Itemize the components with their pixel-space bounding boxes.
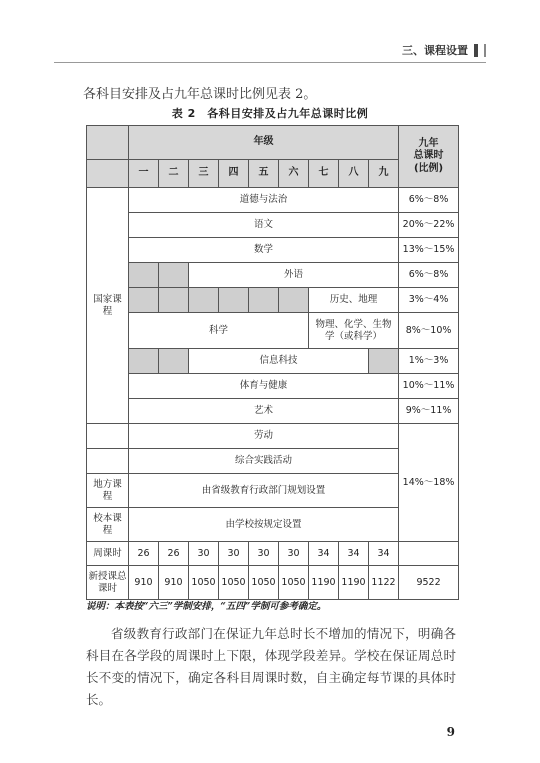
total-label <box>87 566 129 600</box>
subject-foreign: 外语 <box>189 263 399 288</box>
subject-labor: 劳动 <box>129 424 399 449</box>
category-local-label: 地方课程 <box>93 478 122 502</box>
grade-cell: 三 <box>189 160 219 188</box>
total-cell: 910 <box>159 566 189 600</box>
empty-grade-cell <box>159 349 189 374</box>
section-title: 三、课程设置 <box>402 44 468 57</box>
subject-practice: 综合实践活动 <box>129 449 399 474</box>
ratio-pe: 10%～11% <box>399 374 459 399</box>
subject-science: 科学 <box>129 313 309 349</box>
empty-grade-cell <box>219 288 249 313</box>
grade-cell: 六 <box>279 160 309 188</box>
category-national-label: 国家课程 <box>93 293 122 317</box>
weekly-label: 周课时 <box>87 542 129 566</box>
running-head <box>402 42 486 58</box>
total-header-line3: (比例) <box>413 162 444 174</box>
grade-cell: 七 <box>309 160 339 188</box>
ratio-it: 1%～3% <box>399 349 459 374</box>
subject-science-sub <box>309 313 399 349</box>
header-bar-thin-icon <box>484 44 486 57</box>
empty-grade-cell <box>159 263 189 288</box>
ratio-chinese: 20%～22% <box>399 213 459 238</box>
subject-chinese: 语文 <box>129 213 399 238</box>
ratio-foreign: 6%～8% <box>399 263 459 288</box>
page-number: 9 <box>446 725 455 739</box>
body-paragraph: 省级教育行政部门在保证九年总时长不增加的情况下，明确各科目在各学段的周课时上下限，体现学段差异。学校在保证周总时长不变的情况下，确定各科目周课时数，自主确定每节课的具体时长。 <box>86 626 456 707</box>
total-header-line1: 九年 <box>418 137 439 149</box>
grade-header: 年级 <box>129 126 399 160</box>
category-national <box>87 188 129 424</box>
grade-cell: 五 <box>249 160 279 188</box>
total-cell: 1190 <box>339 566 369 600</box>
subject-math: 数学 <box>129 238 399 263</box>
empty-grade-cell <box>249 288 279 313</box>
subject-school: 由学校按规定设置 <box>129 508 399 542</box>
weekly-cell: 30 <box>219 542 249 566</box>
total-cell: 1050 <box>219 566 249 600</box>
ratio-combined: 14%～18% <box>399 424 459 542</box>
grade-cell: 九 <box>369 160 399 188</box>
grade-cell: 二 <box>159 160 189 188</box>
corner-cell-lower <box>87 160 129 188</box>
curriculum-table <box>86 125 459 600</box>
header-rule <box>54 62 486 63</box>
empty-grade-cell <box>129 349 159 374</box>
total-cell: 1050 <box>249 566 279 600</box>
subject-pe: 体育与健康 <box>129 374 399 399</box>
weekly-cell: 34 <box>339 542 369 566</box>
total-cell: 1050 <box>279 566 309 600</box>
subject-local: 由省级教育行政部门规划设置 <box>129 474 399 508</box>
grand-total: 9522 <box>399 566 459 600</box>
empty-grade-cell <box>159 288 189 313</box>
empty-grade-cell <box>279 288 309 313</box>
ratio-morality: 6%～8% <box>399 188 459 213</box>
total-label-text: 新授课总课时 <box>88 570 127 594</box>
intro-text: 各科目安排及占九年总课时比例见表 2。 <box>83 87 317 102</box>
weekly-cell: 30 <box>189 542 219 566</box>
subject-art: 艺术 <box>129 399 399 424</box>
category-school <box>87 508 129 542</box>
grade-cell: 八 <box>339 160 369 188</box>
total-cell: 1122 <box>369 566 399 600</box>
table-note: 说明：本表按“六三”学制安排，“五四”学制可参考确定。 <box>86 601 327 612</box>
grade-cell: 四 <box>219 160 249 188</box>
weekly-cell: 26 <box>129 542 159 566</box>
category-national-blank <box>87 424 129 449</box>
weekly-cell: 34 <box>369 542 399 566</box>
subject-science-sub-text: 物理、化学、生物学（或科学） <box>315 318 392 342</box>
total-cell: 1050 <box>189 566 219 600</box>
category-school-label: 校本课程 <box>93 512 122 536</box>
total-cell: 910 <box>129 566 159 600</box>
weekly-cell: 26 <box>159 542 189 566</box>
weekly-blank <box>399 542 459 566</box>
ratio-history: 3%～4% <box>399 288 459 313</box>
empty-grade-cell <box>129 263 159 288</box>
subject-it: 信息科技 <box>189 349 369 374</box>
ratio-math: 13%～15% <box>399 238 459 263</box>
grade-cell: 一 <box>129 160 159 188</box>
ratio-science: 8%～10% <box>399 313 459 349</box>
header-bar-icon <box>474 44 478 57</box>
empty-grade-cell <box>369 349 399 374</box>
subject-morality: 道德与法治 <box>129 188 399 213</box>
subject-history: 历史、地理 <box>309 288 399 313</box>
weekly-cell: 30 <box>249 542 279 566</box>
empty-grade-cell <box>129 288 159 313</box>
category-national-blank <box>87 449 129 474</box>
total-cell: 1190 <box>309 566 339 600</box>
weekly-cell: 34 <box>309 542 339 566</box>
weekly-cell: 30 <box>279 542 309 566</box>
corner-cell <box>87 126 129 160</box>
total-header-line2: 总课时 <box>413 150 444 162</box>
ratio-art: 9%～11% <box>399 399 459 424</box>
table-caption: 表 2 各科目安排及占九年总课时比例 <box>171 107 369 120</box>
empty-grade-cell <box>189 288 219 313</box>
category-local <box>87 474 129 508</box>
total-header <box>399 126 459 188</box>
